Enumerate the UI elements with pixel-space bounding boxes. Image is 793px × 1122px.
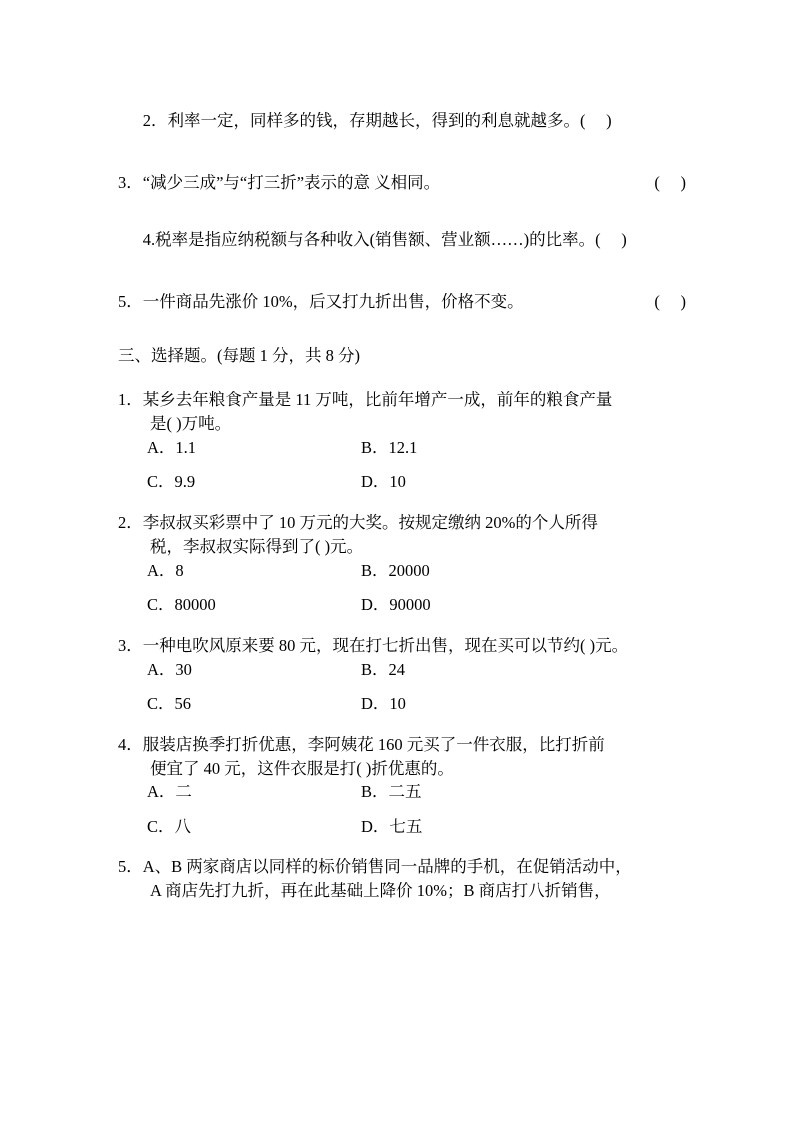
item-number: 5．: [118, 857, 143, 877]
option-a[interactable]: A．8: [147, 560, 184, 580]
option-b[interactable]: B．20000: [361, 560, 430, 580]
stem-line-2: [118, 412, 686, 436]
option-row: [118, 784, 686, 801]
option-b[interactable]: B．24: [361, 659, 406, 679]
stem-text: 服装店换季打折优惠，李阿姨花 160 元买了一件衣服，比打折前: [142, 734, 605, 754]
stem-text: A、B 两家商店以同样的标价销售同一品牌的手机，在促销活动中，: [142, 857, 632, 877]
paren-close: ): [680, 172, 686, 192]
stem-text-cont: 是( )万吨。: [150, 413, 232, 433]
option-row: [118, 696, 686, 713]
options-group: [118, 560, 686, 615]
paren-close: ): [680, 292, 686, 311]
option-row: [118, 560, 686, 580]
option-c[interactable]: C．56: [147, 694, 192, 714]
option-c[interactable]: C．八: [147, 816, 192, 836]
item-text: “减少三成”与“打三折”表示的意 义相同。: [142, 172, 441, 192]
option-b[interactable]: B．二五: [361, 782, 422, 802]
stem-text: 某乡去年粮食产量是 11 万吨，比前年增产一成，前年的粮食产量: [142, 390, 613, 409]
option-d[interactable]: D．10: [361, 694, 406, 714]
stem-line-2: [118, 879, 686, 903]
item-number: 2．: [142, 110, 168, 130]
option-a[interactable]: A．二: [147, 782, 192, 802]
item-number: 3．: [118, 172, 143, 192]
item-number: 2．: [118, 512, 143, 532]
stem-line-2: [118, 757, 686, 781]
option-a[interactable]: A．30: [147, 659, 192, 679]
stem-text: 一种电吹风原来要 80 元，现在打七折出售，现在买可以节约( )元。: [142, 635, 629, 655]
option-row: [118, 597, 686, 614]
page-content: [118, 96, 686, 923]
answer-blank[interactable]: [660, 173, 681, 193]
option-row: [118, 437, 686, 457]
item-number: 4.: [142, 230, 156, 249]
choice-item-2: [118, 511, 686, 614]
option-row: [118, 659, 686, 679]
true-false-item-5: [118, 288, 686, 312]
stem-line-1: [118, 634, 686, 658]
stem-line-1: [118, 511, 686, 535]
item-text: 利率一定，同样多的钱，存期越长，得到的利息就越多。(: [167, 110, 586, 130]
item-number: 3．: [118, 635, 143, 655]
item-number: 1．: [118, 390, 143, 409]
true-false-item-2: [118, 96, 686, 146]
stem-text: 李叔叔买彩票中了 10 万元的大奖。按规定缴纳 20%的个人所得: [142, 512, 598, 532]
options-group: [118, 437, 686, 492]
choice-item-1: [118, 388, 686, 491]
answer-blank[interactable]: [586, 111, 607, 130]
item-number: 4．: [118, 734, 143, 754]
stem-text-cont: A 商店先打九折，再在此基础上降价 10%；B 商店打八折销售，: [150, 881, 611, 901]
option-b[interactable]: B．12.1: [361, 437, 418, 457]
option-c[interactable]: C．80000: [147, 595, 216, 615]
stem-line-2: [118, 535, 686, 559]
stem-text-cont: 便宜了 40 元，这件衣服是打( )折优惠的。: [150, 758, 454, 778]
option-d[interactable]: D．10: [361, 472, 406, 492]
options-group: [118, 784, 686, 835]
answer-blank[interactable]: [660, 292, 681, 312]
stem-text-cont: 税，李叔叔实际得到了( )元。: [150, 536, 364, 556]
paren-close: ): [606, 110, 612, 130]
choice-item-4: [118, 733, 686, 836]
paren-open: (: [654, 292, 660, 311]
stem-line-1: [118, 733, 686, 757]
item-number: 5．: [118, 292, 143, 311]
item-text: 一件商品先涨价 10%，后又打九折出售，价格不变。: [142, 292, 524, 311]
option-a[interactable]: A．1.1: [147, 437, 197, 457]
stem-line-1: [118, 855, 686, 879]
section-heading: 三、选择题。(每题 1 分，共 8 分): [118, 346, 360, 365]
paren-open: (: [654, 172, 660, 192]
option-row: [118, 474, 686, 491]
true-false-item-4: [118, 216, 686, 266]
option-c[interactable]: C．9.9: [147, 472, 196, 492]
option-row: [118, 816, 686, 836]
item-text: 税率是指应纳税额与各种收入(销售额、营业额……)的比率。(: [155, 230, 601, 249]
options-group: [118, 659, 686, 714]
stem-line-1: [118, 388, 686, 412]
true-false-item-3: [118, 169, 686, 193]
option-d[interactable]: D．七五: [361, 816, 423, 836]
option-d[interactable]: D．90000: [361, 595, 431, 615]
choice-item-3: [118, 634, 686, 713]
answer-blank[interactable]: [601, 230, 622, 249]
paren-close: ): [621, 230, 627, 249]
choice-item-5: [118, 855, 686, 903]
